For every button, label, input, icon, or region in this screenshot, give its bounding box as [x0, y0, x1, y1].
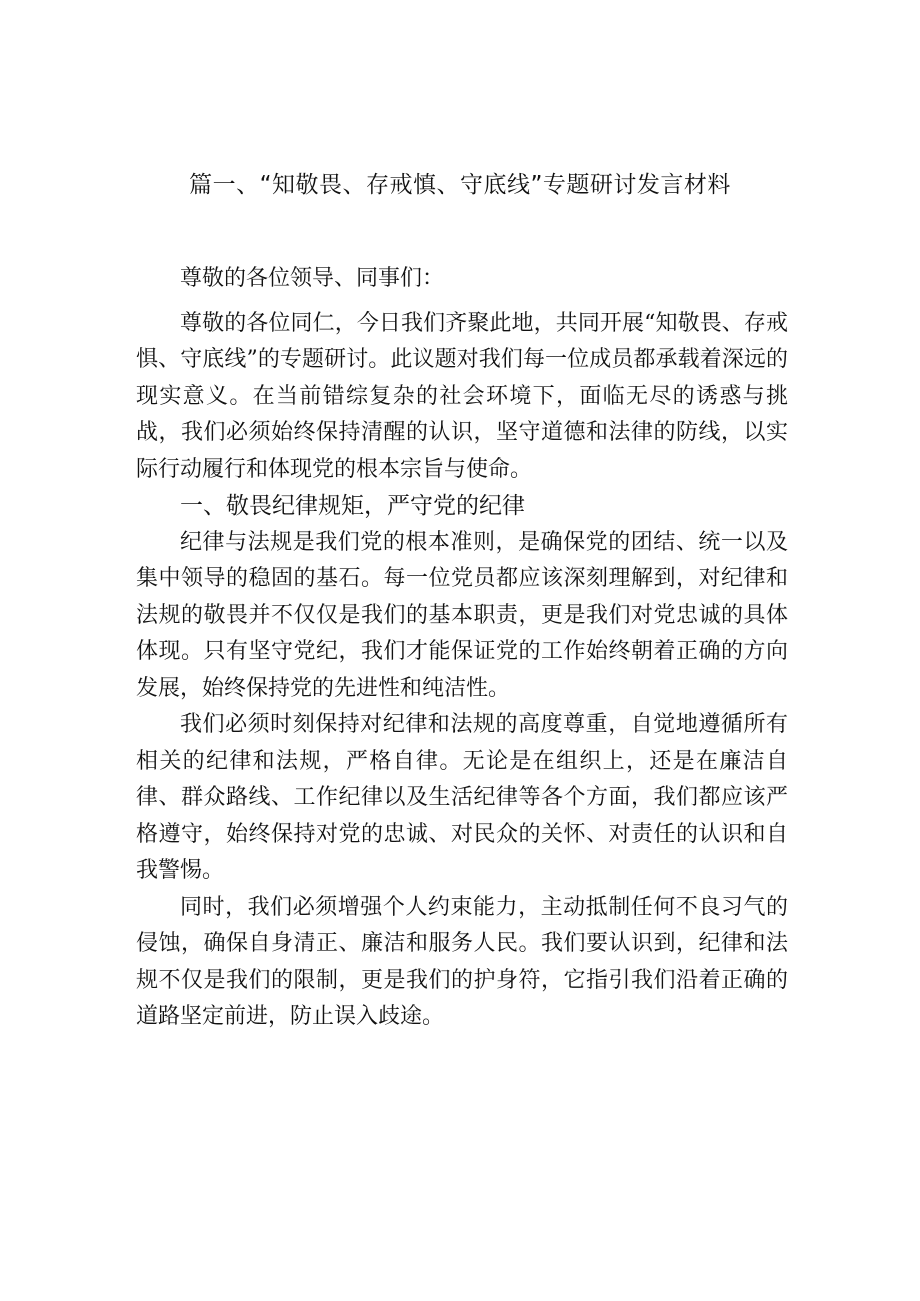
salutation: 尊敬的各位领导、同事们：	[180, 266, 445, 291]
section-heading: 一、敬畏纪律规矩，严守党的纪律	[180, 493, 525, 519]
body-paragraph-2: 我们必须时刻保持对纪律和法规的高度尊重，自觉地遵循所有相关的纪律和法规，严格自律。无论是在组织上，还是在廉洁自律、群众路线、工作纪律以及生活纪律等各个方面，我们都应该严格遵守，始终保持对党的忠诚、对民众的关怀、对责任的认识和自我警惕。	[136, 712, 788, 883]
intro-paragraph: 尊敬的各位同仁，今日我们齐聚此地，共同开展“知敬畏、存戒惧、守底线”的专题研讨。此议题对我们每一位成员都承载着深远的现实意义。在当前错综复杂的社会环境下，面临无尽的诱惑与挑战，我们必须始终保持清醒的认识，坚守道德和法律的防线，以实际行动履行和体现党的根本宗旨与使命。	[136, 310, 788, 482]
body-paragraph-1: 纪律与法规是我们党的根本准则，是确保党的团结、统一以及集中领导的稳固的基石。每一位党员都应该深刻理解到，对纪律和法规的敬畏并不仅仅是我们的基本职责，更是我们对党忠诚的具体体现。只有坚守党纪，我们才能保证党的工作始终朝着正确的方向发展，始终保持党的先进性和纯洁性。	[136, 529, 788, 701]
body-paragraph-3: 同时，我们必须增强个人约束能力，主动抵制任何不良习气的侵蚀，确保自身清正、廉洁和服务人民。我们要认识到，纪律和法规不仅是我们的限制，更是我们的护身符，它指引我们沿着正确的道路坚定前进，防止误入歧途。	[136, 894, 788, 1029]
document-title: 篇一、“知敬畏、存戒慎、守底线”专题研讨发言材料	[189, 172, 731, 198]
document-body	[136, 261, 788, 1036]
